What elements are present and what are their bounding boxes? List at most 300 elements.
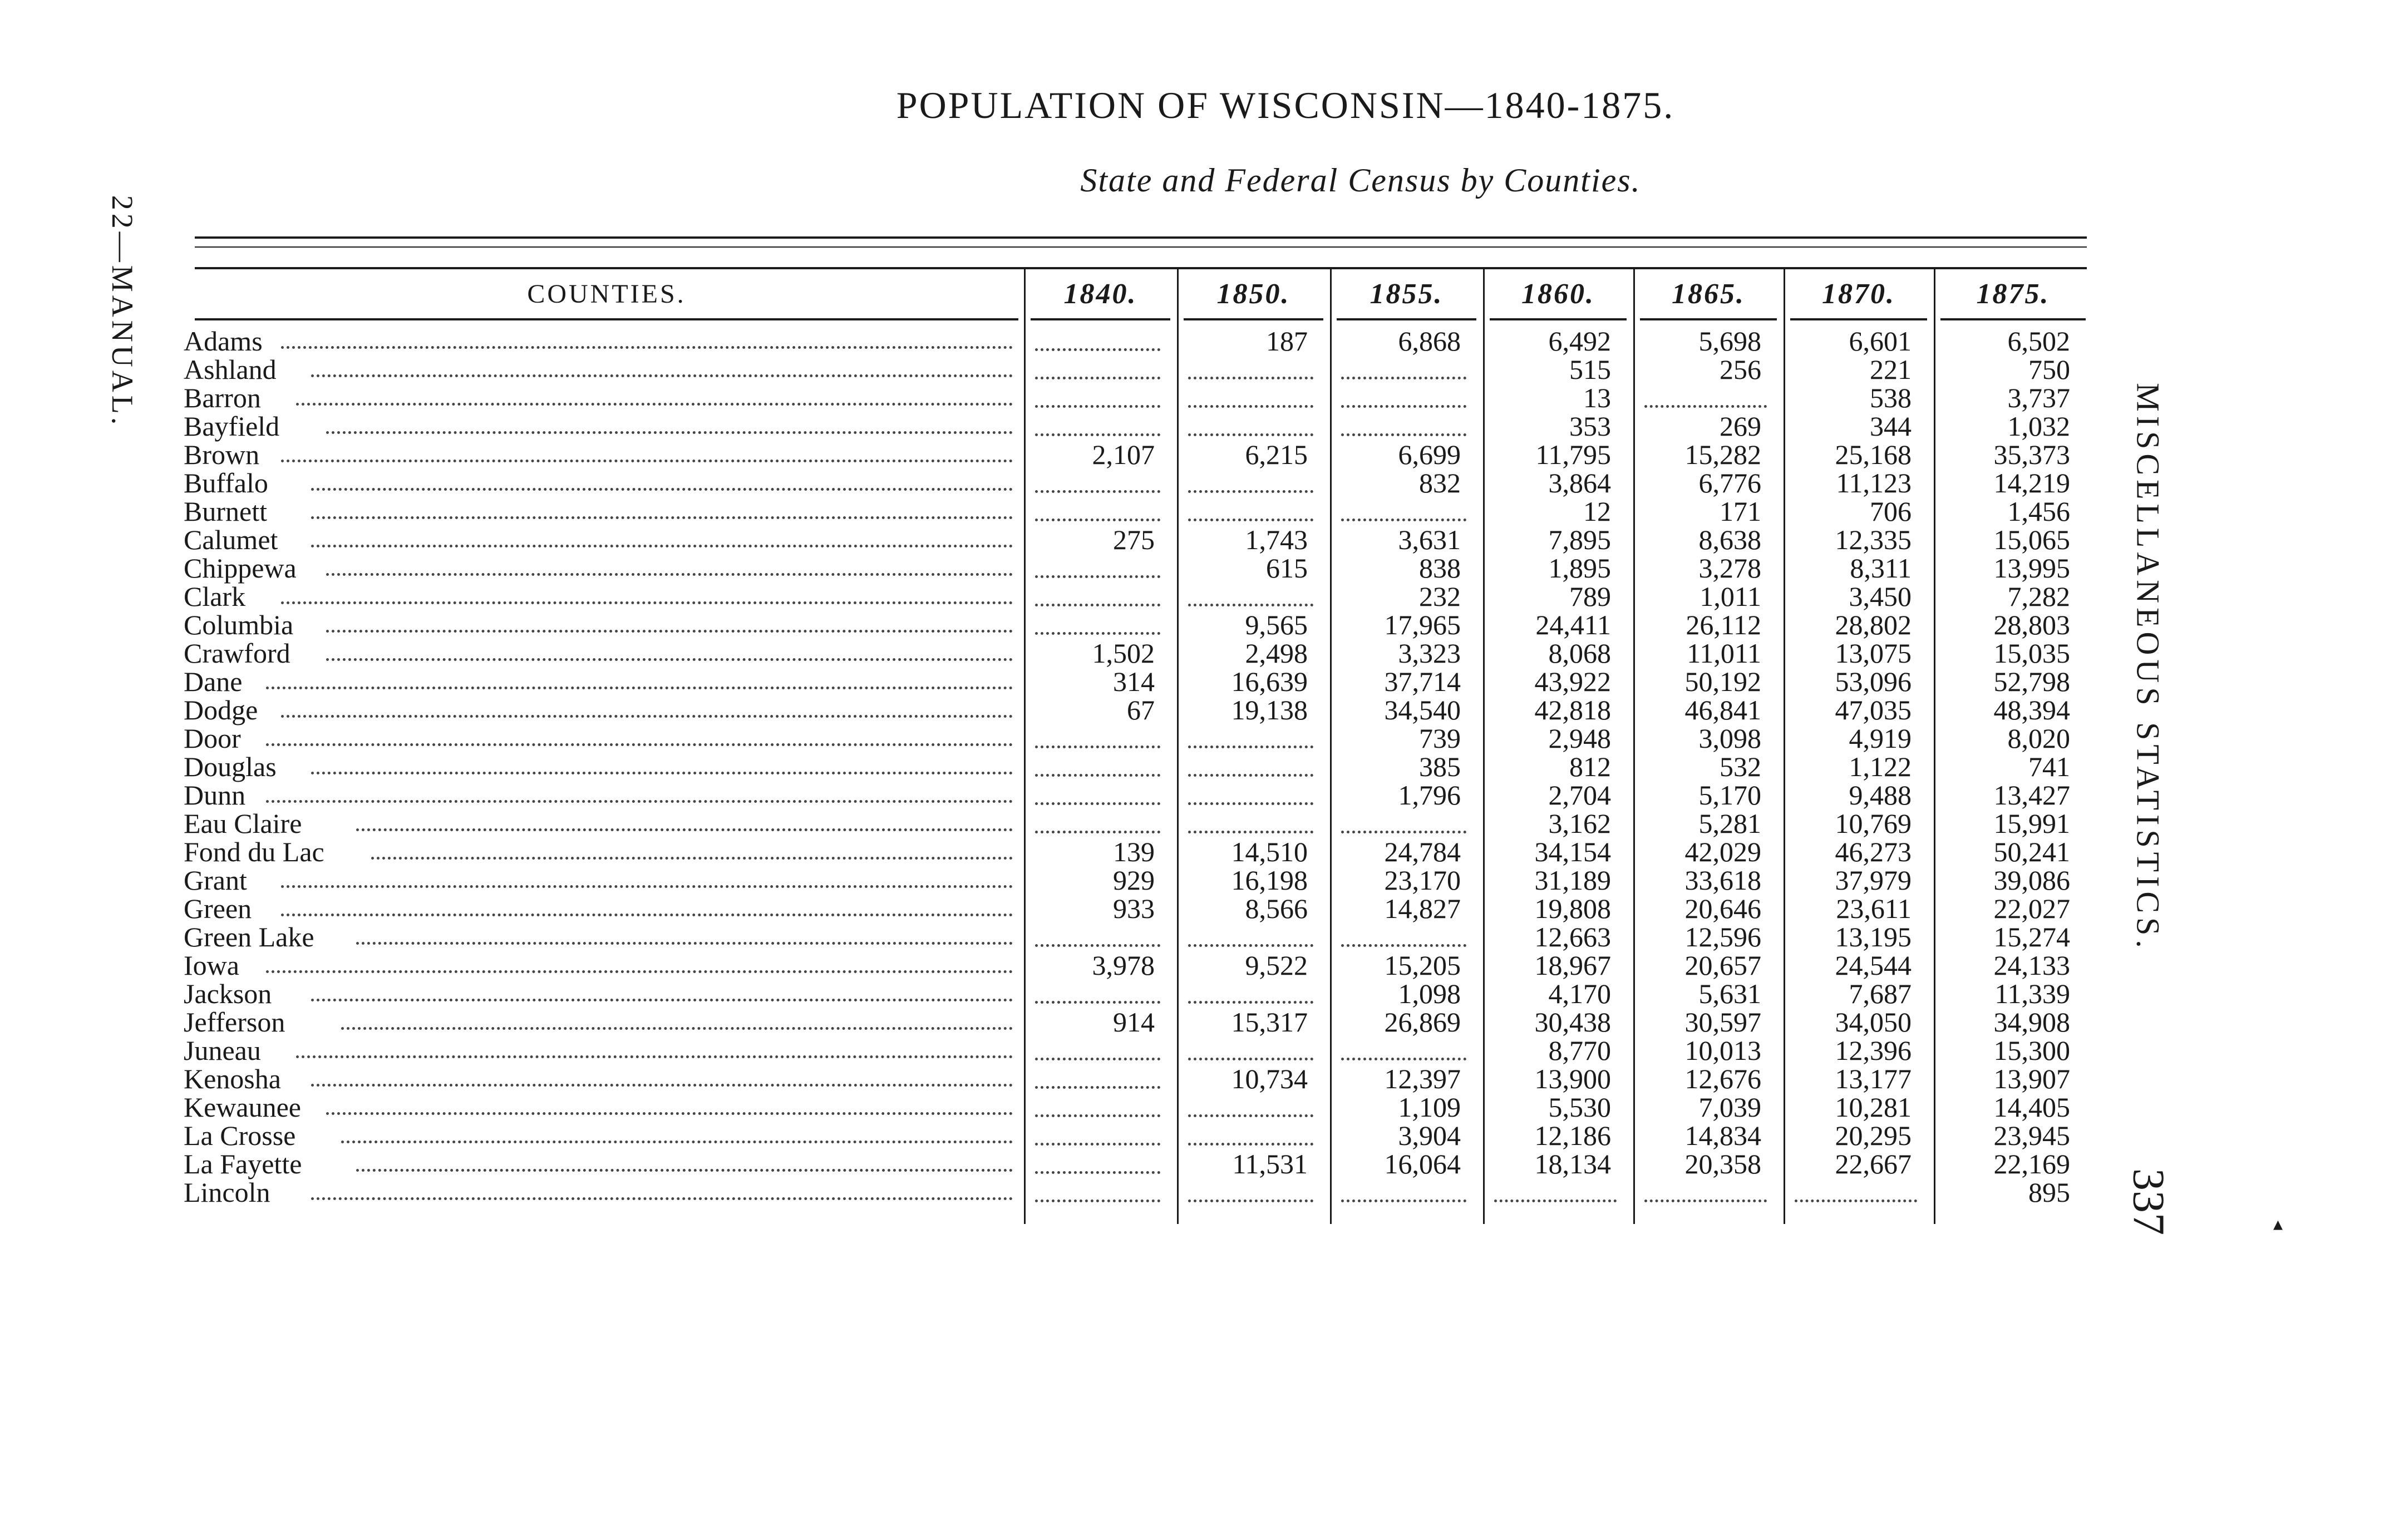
population-value: 11,123 xyxy=(1836,467,1912,498)
table-row xyxy=(184,356,2098,384)
population-value: 5,530 xyxy=(1548,1092,1611,1123)
population-value: 6,699 xyxy=(1398,439,1461,470)
county-name: La Fayette xyxy=(184,1148,302,1179)
population-value: 1,098 xyxy=(1398,978,1461,1009)
population-value: 789 xyxy=(1569,581,1611,612)
population-value: 1,122 xyxy=(1849,751,1912,782)
county-name: Dunn xyxy=(184,779,246,811)
dot-leader xyxy=(311,772,1013,774)
year-header-underline xyxy=(1031,318,1170,320)
empty-cell-dots xyxy=(1035,944,1160,947)
header-rule xyxy=(195,267,2087,269)
county-name: Buffalo xyxy=(184,467,268,498)
population-value: 16,064 xyxy=(1384,1148,1461,1179)
population-value: 10,281 xyxy=(1835,1092,1912,1123)
population-value: 15,991 xyxy=(1993,808,2070,839)
population-value: 353 xyxy=(1569,411,1611,442)
population-value: 1,011 xyxy=(1699,581,1761,612)
population-value: 14,510 xyxy=(1231,836,1308,867)
table-row xyxy=(184,497,2098,526)
population-value: 1,109 xyxy=(1398,1092,1461,1123)
population-value: 47,035 xyxy=(1835,694,1912,725)
table-row xyxy=(184,469,2098,497)
empty-cell-dots xyxy=(1341,831,1466,833)
table-row xyxy=(184,526,2098,554)
empty-cell-dots xyxy=(1035,774,1160,777)
population-value: 10,013 xyxy=(1684,1035,1761,1066)
county-name: Crawford xyxy=(184,638,290,669)
empty-cell-dots xyxy=(1035,519,1160,521)
population-value: 171 xyxy=(1720,496,1761,527)
dot-leader xyxy=(281,914,1013,916)
table-row xyxy=(184,980,2098,1008)
table-row xyxy=(184,384,2098,412)
population-value: 706 xyxy=(1870,496,1912,527)
empty-cell-dots xyxy=(1644,1200,1767,1202)
population-value: 13 xyxy=(1583,382,1611,413)
empty-cell-dots xyxy=(1035,1200,1160,1202)
population-value: 11,011 xyxy=(1687,638,1761,669)
population-value: 13,075 xyxy=(1835,638,1912,669)
empty-cell-dots xyxy=(1341,944,1466,947)
population-value: 232 xyxy=(1419,581,1461,612)
page-title: POPULATION OF WISCONSIN—1840-1875. xyxy=(896,84,1675,126)
population-value: 14,405 xyxy=(1993,1092,2070,1123)
population-value: 23,945 xyxy=(1993,1120,2070,1151)
population-value: 8,638 xyxy=(1698,524,1761,555)
empty-cell-dots xyxy=(1035,1001,1160,1004)
population-value: 16,198 xyxy=(1231,865,1308,896)
empty-cell-dots xyxy=(1035,802,1160,805)
population-value: 20,657 xyxy=(1684,950,1761,981)
population-value: 7,687 xyxy=(1849,978,1912,1009)
population-value: 46,841 xyxy=(1684,694,1761,725)
year-header-underline xyxy=(1490,318,1627,320)
population-value: 25,168 xyxy=(1835,439,1912,470)
population-value: 15,317 xyxy=(1231,1006,1308,1038)
population-value: 20,295 xyxy=(1835,1120,1912,1151)
empty-cell-dots xyxy=(1188,1058,1313,1060)
empty-cell-dots xyxy=(1341,433,1466,436)
top-rule xyxy=(195,236,2087,239)
county-name: Green Lake xyxy=(184,921,314,952)
county-name: Ashland xyxy=(184,354,277,385)
population-value: 12 xyxy=(1583,496,1611,527)
population-value: 9,488 xyxy=(1849,779,1912,811)
population-value: 221 xyxy=(1870,354,1912,385)
right-margin-label: MISCELLANEOUS STATISTICS. xyxy=(2130,383,2166,952)
population-value: 67 xyxy=(1127,694,1155,725)
population-value: 6,868 xyxy=(1398,325,1461,357)
empty-cell-dots xyxy=(1035,1171,1160,1174)
dot-leader xyxy=(281,460,1013,462)
population-value: 6,492 xyxy=(1548,325,1611,357)
dot-leader xyxy=(356,1169,1013,1172)
empty-cell-dots xyxy=(1035,433,1160,436)
dot-leader xyxy=(311,1197,1013,1200)
table-row xyxy=(184,1178,2098,1207)
empty-cell-dots xyxy=(1035,405,1160,408)
population-value: 23,170 xyxy=(1384,865,1461,896)
county-name: Calumet xyxy=(184,524,278,555)
dot-leader xyxy=(296,403,1013,406)
year-header: 1875. xyxy=(1976,278,2050,310)
dot-leader xyxy=(281,715,1013,718)
population-value: 2,107 xyxy=(1092,439,1155,470)
population-value: 52,798 xyxy=(1993,666,2070,697)
population-value: 12,596 xyxy=(1684,921,1761,952)
population-value: 12,676 xyxy=(1684,1063,1761,1094)
population-value: 7,282 xyxy=(2007,581,2070,612)
population-value: 9,565 xyxy=(1245,609,1308,640)
population-value: 37,979 xyxy=(1835,865,1912,896)
population-value: 53,096 xyxy=(1835,666,1912,697)
empty-cell-dots xyxy=(1035,377,1160,379)
dot-leader xyxy=(266,743,1013,746)
population-value: 13,900 xyxy=(1534,1063,1611,1094)
population-value: 13,995 xyxy=(1993,552,2070,584)
top-rule-thin xyxy=(195,246,2087,248)
year-header: 1850. xyxy=(1216,278,1290,310)
population-value: 35,373 xyxy=(1993,439,2070,470)
population-value: 275 xyxy=(1113,524,1155,555)
table-row xyxy=(184,1150,2098,1178)
empty-cell-dots xyxy=(1035,604,1160,606)
population-value: 3,978 xyxy=(1092,950,1155,981)
population-value: 1,502 xyxy=(1092,638,1155,669)
county-name: Chippewa xyxy=(184,552,297,584)
county-name: La Crosse xyxy=(184,1120,296,1151)
population-value: 6,776 xyxy=(1698,467,1761,498)
population-value: 1,895 xyxy=(1548,552,1611,584)
empty-cell-dots xyxy=(1188,774,1313,777)
county-name: Burnett xyxy=(184,496,267,527)
population-value: 538 xyxy=(1870,382,1912,413)
year-header-underline xyxy=(1337,318,1476,320)
empty-cell-dots xyxy=(1341,405,1466,408)
dot-leader xyxy=(266,687,1013,689)
population-value: 6,601 xyxy=(1849,325,1912,357)
county-name: Green xyxy=(184,893,252,924)
dot-leader xyxy=(341,1027,1013,1030)
population-value: 8,566 xyxy=(1245,893,1308,924)
population-value: 1,456 xyxy=(2007,496,2070,527)
table-row xyxy=(184,1122,2098,1150)
population-value: 139 xyxy=(1113,836,1155,867)
population-value: 39,086 xyxy=(1993,865,2070,896)
population-value: 3,904 xyxy=(1398,1120,1461,1151)
population-value: 3,450 xyxy=(1849,581,1912,612)
table-row xyxy=(184,327,2098,356)
empty-cell-dots xyxy=(1035,490,1160,493)
population-value: 3,278 xyxy=(1698,552,1761,584)
empty-cell-dots xyxy=(1035,632,1160,635)
population-value: 6,502 xyxy=(2007,325,2070,357)
year-header-underline xyxy=(1790,318,1927,320)
county-name: Jefferson xyxy=(184,1006,285,1038)
population-value: 750 xyxy=(2028,354,2070,385)
population-value: 28,803 xyxy=(1993,609,2070,640)
population-value: 3,864 xyxy=(1548,467,1611,498)
table-row xyxy=(184,554,2098,583)
population-value: 15,274 xyxy=(1993,921,2070,952)
population-value: 14,827 xyxy=(1384,893,1461,924)
population-value: 8,770 xyxy=(1548,1035,1611,1066)
population-value: 2,704 xyxy=(1548,779,1611,811)
population-value: 4,919 xyxy=(1849,723,1912,754)
empty-cell-dots xyxy=(1188,1001,1313,1004)
population-value: 812 xyxy=(1569,751,1611,782)
population-value: 19,138 xyxy=(1231,694,1308,725)
county-name: Iowa xyxy=(184,950,239,981)
population-value: 11,339 xyxy=(1994,978,2070,1009)
population-value: 50,192 xyxy=(1684,666,1761,697)
empty-cell-dots xyxy=(1341,1200,1466,1202)
population-value: 3,162 xyxy=(1548,808,1611,839)
population-value: 33,618 xyxy=(1684,865,1761,896)
population-value: 24,784 xyxy=(1384,836,1461,867)
empty-cell-dots xyxy=(1188,1200,1313,1202)
population-value: 23,611 xyxy=(1836,893,1912,924)
population-value: 16,639 xyxy=(1231,666,1308,697)
population-value: 532 xyxy=(1720,751,1761,782)
empty-cell-dots xyxy=(1188,433,1313,436)
dot-leader xyxy=(311,516,1013,519)
dot-leader xyxy=(326,630,1013,633)
population-value: 8,020 xyxy=(2007,723,2070,754)
empty-cell-dots xyxy=(1035,575,1160,578)
population-value: 5,631 xyxy=(1698,978,1761,1009)
table-row xyxy=(184,724,2098,753)
population-value: 12,663 xyxy=(1534,921,1611,952)
county-name: Douglas xyxy=(184,751,277,782)
population-value: 12,335 xyxy=(1835,524,1912,555)
dot-leader xyxy=(266,970,1013,973)
population-value: 7,039 xyxy=(1698,1092,1761,1123)
county-name: Adams xyxy=(184,325,263,357)
empty-cell-dots xyxy=(1341,1058,1466,1060)
dot-leader xyxy=(281,601,1013,604)
table-row xyxy=(184,866,2098,895)
county-name: Grant xyxy=(184,865,247,896)
year-header-underline xyxy=(1184,318,1323,320)
population-value: 269 xyxy=(1720,411,1761,442)
table-row xyxy=(184,1008,2098,1036)
dot-leader xyxy=(266,800,1013,803)
dot-leader xyxy=(326,431,1013,434)
population-value: 15,035 xyxy=(1993,638,2070,669)
population-value: 933 xyxy=(1113,893,1155,924)
table-row xyxy=(184,668,2098,696)
county-name: Dane xyxy=(184,666,243,697)
population-value: 34,050 xyxy=(1835,1006,1912,1038)
table-row xyxy=(184,441,2098,469)
population-value: 31,189 xyxy=(1534,865,1611,896)
county-name: Kewaunee xyxy=(184,1092,301,1123)
dot-leader xyxy=(311,545,1013,547)
empty-cell-dots xyxy=(1644,405,1767,408)
population-value: 34,540 xyxy=(1384,694,1461,725)
population-value: 187 xyxy=(1266,325,1308,357)
dot-leader xyxy=(341,1141,1013,1143)
population-value: 5,281 xyxy=(1698,808,1761,839)
population-value: 8,068 xyxy=(1548,638,1611,669)
county-name: Clark xyxy=(184,581,246,612)
table-row xyxy=(184,611,2098,639)
dot-leader xyxy=(326,658,1013,661)
population-value: 515 xyxy=(1569,354,1611,385)
population-value: 1,032 xyxy=(2007,411,2070,442)
population-value: 28,802 xyxy=(1835,609,1912,640)
year-header: 1865. xyxy=(1672,278,1745,310)
empty-cell-dots xyxy=(1188,604,1313,606)
empty-cell-dots xyxy=(1035,1086,1160,1089)
population-value: 37,714 xyxy=(1384,666,1461,697)
page-number: 337 xyxy=(2124,1168,2173,1235)
table-row xyxy=(184,1036,2098,1065)
empty-cell-dots xyxy=(1188,831,1313,833)
empty-cell-dots xyxy=(1035,1143,1160,1146)
population-value: 3,098 xyxy=(1698,723,1761,754)
population-value: 739 xyxy=(1419,723,1461,754)
population-value: 24,544 xyxy=(1835,950,1912,981)
empty-cell-dots xyxy=(1188,802,1313,805)
population-value: 26,112 xyxy=(1686,609,1761,640)
population-value: 24,133 xyxy=(1993,950,2070,981)
population-value: 832 xyxy=(1419,467,1461,498)
population-value: 26,869 xyxy=(1384,1006,1461,1038)
population-value: 13,177 xyxy=(1835,1063,1912,1094)
population-value: 11,795 xyxy=(1535,439,1611,470)
county-name: Door xyxy=(184,723,241,754)
county-name: Jackson xyxy=(184,978,272,1009)
year-header: 1840. xyxy=(1063,278,1137,310)
dot-leader xyxy=(326,573,1013,576)
population-value: 22,169 xyxy=(1993,1148,2070,1179)
population-value: 12,186 xyxy=(1534,1120,1611,1151)
counties-header-underline xyxy=(195,318,1018,320)
dot-leader xyxy=(296,1055,1013,1058)
population-value: 256 xyxy=(1720,354,1761,385)
counties-column-header: COUNTIES. xyxy=(527,279,686,309)
population-value: 13,907 xyxy=(1993,1063,2070,1094)
table-row xyxy=(184,810,2098,838)
population-value: 30,438 xyxy=(1534,1006,1611,1038)
population-value: 48,394 xyxy=(1993,694,2070,725)
empty-cell-dots xyxy=(1188,377,1313,379)
population-value: 10,769 xyxy=(1835,808,1912,839)
year-header: 1855. xyxy=(1370,278,1444,310)
table-row xyxy=(184,1065,2098,1093)
population-value: 895 xyxy=(2028,1177,2070,1208)
table-row xyxy=(184,696,2098,724)
empty-cell-dots xyxy=(1188,490,1313,493)
empty-cell-dots xyxy=(1188,519,1313,521)
population-value: 15,282 xyxy=(1684,439,1761,470)
empty-cell-dots xyxy=(1035,1058,1160,1060)
table-row xyxy=(184,753,2098,781)
population-value: 34,908 xyxy=(1993,1006,2070,1038)
empty-cell-dots xyxy=(1035,746,1160,748)
population-value: 3,631 xyxy=(1398,524,1461,555)
county-name: Kenosha xyxy=(184,1063,281,1094)
dot-leader xyxy=(326,1112,1013,1115)
empty-cell-dots xyxy=(1035,831,1160,833)
table-row xyxy=(184,951,2098,980)
county-name: Brown xyxy=(184,439,260,470)
population-value: 838 xyxy=(1419,552,1461,584)
population-value: 385 xyxy=(1419,751,1461,782)
population-value: 929 xyxy=(1113,865,1155,896)
population-value: 1,743 xyxy=(1245,524,1308,555)
county-name: Eau Claire xyxy=(184,808,302,839)
population-value: 34,154 xyxy=(1534,836,1611,867)
population-value: 14,219 xyxy=(1993,467,2070,498)
population-value: 30,597 xyxy=(1684,1006,1761,1038)
dot-leader xyxy=(281,885,1013,888)
table-row xyxy=(184,781,2098,810)
table-row xyxy=(184,412,2098,441)
population-value: 10,734 xyxy=(1231,1063,1308,1094)
county-name: Dodge xyxy=(184,694,258,725)
population-value: 20,646 xyxy=(1684,893,1761,924)
population-value: 42,818 xyxy=(1534,694,1611,725)
empty-cell-dots xyxy=(1188,944,1313,947)
population-value: 13,427 xyxy=(1993,779,2070,811)
empty-cell-dots xyxy=(1341,519,1466,521)
population-value: 15,300 xyxy=(1993,1035,2070,1066)
population-value: 3,737 xyxy=(2007,382,2070,413)
table-row xyxy=(184,838,2098,866)
population-value: 1,796 xyxy=(1398,779,1461,811)
table-row xyxy=(184,923,2098,951)
population-value: 615 xyxy=(1266,552,1308,584)
population-value: 314 xyxy=(1113,666,1155,697)
population-value: 11,531 xyxy=(1232,1148,1308,1179)
population-value: 914 xyxy=(1113,1006,1155,1038)
table-row xyxy=(184,1093,2098,1122)
population-value: 14,834 xyxy=(1684,1120,1761,1151)
empty-cell-dots xyxy=(1795,1200,1917,1202)
year-header-underline xyxy=(1640,318,1777,320)
dot-leader xyxy=(371,857,1013,860)
year-header-underline xyxy=(1940,318,2086,320)
county-name: Fond du Lac xyxy=(184,836,324,867)
population-value: 6,215 xyxy=(1245,439,1308,470)
table-row xyxy=(184,639,2098,668)
table-row xyxy=(184,583,2098,611)
population-value: 15,205 xyxy=(1384,950,1461,981)
empty-cell-dots xyxy=(1188,1114,1313,1117)
dot-leader xyxy=(281,346,1013,349)
population-value: 18,967 xyxy=(1534,950,1611,981)
table-row xyxy=(184,895,2098,923)
population-value: 46,273 xyxy=(1835,836,1912,867)
page-subtitle: State and Federal Census by Counties. xyxy=(1080,162,1641,199)
population-value: 2,948 xyxy=(1548,723,1611,754)
population-value: 4,170 xyxy=(1548,978,1611,1009)
population-value: 24,411 xyxy=(1535,609,1611,640)
population-value: 2,498 xyxy=(1245,638,1308,669)
dot-leader xyxy=(311,1084,1013,1087)
dot-leader xyxy=(311,488,1013,491)
county-name: Columbia xyxy=(184,609,294,640)
dot-leader xyxy=(356,828,1013,831)
population-value: 5,170 xyxy=(1698,779,1761,811)
population-value: 20,358 xyxy=(1684,1148,1761,1179)
population-value: 13,195 xyxy=(1835,921,1912,952)
population-value: 22,667 xyxy=(1835,1148,1912,1179)
